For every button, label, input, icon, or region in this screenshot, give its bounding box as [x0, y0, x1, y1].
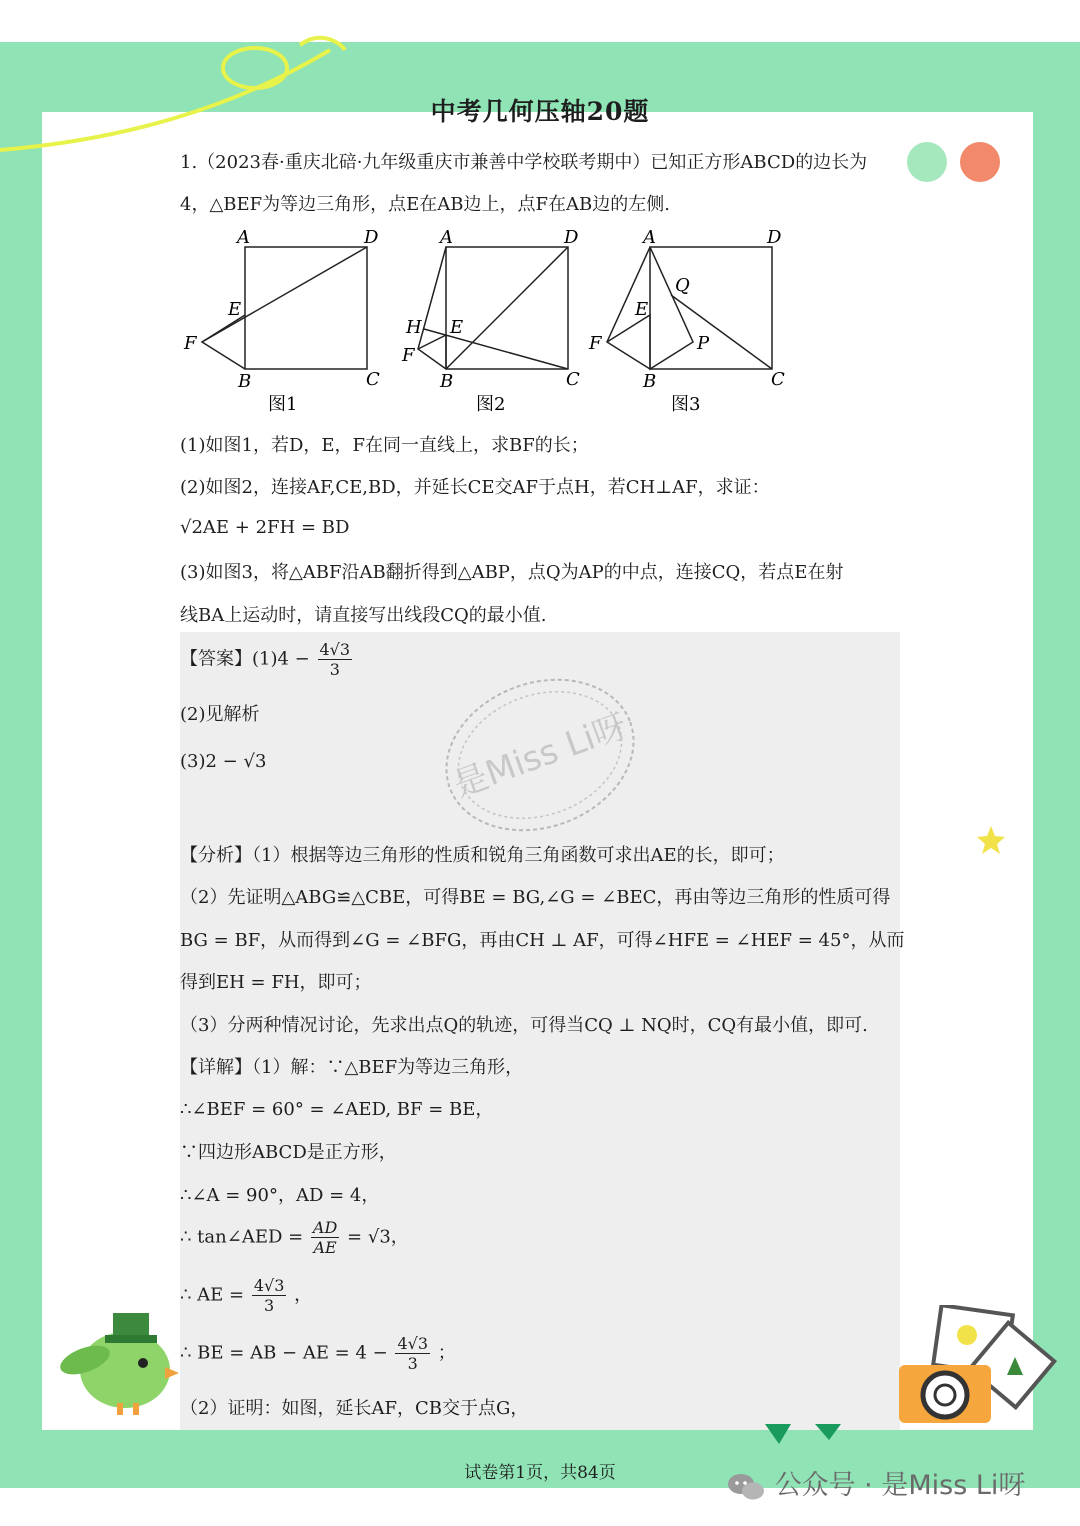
fig3-label-P: P [697, 333, 710, 354]
figure-3 [585, 225, 800, 420]
fig3-label-F: F [589, 333, 602, 354]
analysis-4: 得到EH = FH，即可； [180, 972, 372, 993]
decor-dot-green [907, 142, 947, 182]
page-title: 中考几何压轴20题 [430, 97, 650, 126]
analysis-1: 【分析】（1）根据等边三角形的性质和锐角三角函数可求出AE的长，即可； [180, 845, 785, 866]
fig1-label-F: F [184, 333, 197, 354]
detail-1: 【详解】（1）解：∵△BEF为等边三角形， [180, 1057, 524, 1078]
answer-1-fraction: $\frac{4√3}{3}$ [319, 640, 351, 679]
fig2-label-D: D [564, 227, 579, 248]
question-1: (1)如图1，若D，E，F在同一直线上，求BF的长； [180, 435, 589, 456]
watermark-stamp [440, 675, 640, 835]
answer-3: (3)2 − √3 [180, 751, 267, 772]
brand-text: 公众号 · 是Miss Li呀 [774, 1470, 1026, 1501]
fig3-label-E: E [635, 299, 649, 320]
fig2-label-B: B [440, 371, 454, 392]
fig2-label-A: A [440, 227, 453, 248]
fig2-label-F: F [402, 345, 415, 366]
decor-dot-orange [960, 142, 1000, 182]
fig1-caption: 图1 [268, 394, 298, 415]
detail-2: ∴∠BEF = 60° = ∠AED, BF = BE， [180, 1099, 494, 1120]
answer-label: 【答案】(1)4 − [180, 648, 310, 670]
answer-2: (2)见解析 [180, 704, 260, 725]
fig1-label-B: B [238, 371, 252, 392]
question-3-line-2: 线BA上运动时，请直接写出线段CQ的最小值. [180, 605, 547, 626]
figure-2 [400, 225, 600, 420]
brand-line [726, 1463, 1025, 1502]
fig2-label-H: H [406, 317, 422, 338]
fig1-label-A: A [237, 227, 250, 248]
question-2: (2)如图2，连接AF,CE,BD，并延长CE交AF于点H，若CH⊥AF，求证： [180, 477, 770, 498]
detail-5-fraction: $\frac{AD}{AE}$ [312, 1218, 338, 1257]
fig3-label-C: C [771, 369, 785, 390]
page-number: 试卷第1页，共84页 [464, 1463, 616, 1483]
detail-7-fraction: $\frac{4√3}{3}$ [397, 1334, 429, 1373]
detail-3: ∵四边形ABCD是正方形， [180, 1142, 397, 1163]
bird-icon [55, 1305, 185, 1415]
fig3-label-A: A [643, 227, 656, 248]
detail-6-fraction: $\frac{4√3}{3}$ [253, 1276, 285, 1315]
fig3-label-D: D [767, 227, 782, 248]
detail-5: ∴ tan∠AED = $\frac{AD}{AE}$ = √3， [180, 1218, 409, 1257]
star-icon [976, 825, 1006, 855]
fig3-caption: 图3 [671, 394, 701, 415]
answer-1 [180, 640, 354, 679]
question-intro-2: 4，△BEF为等边三角形，点E在AB边上，点F在AB边的左侧. [180, 194, 670, 215]
fig3-label-B: B [643, 371, 657, 392]
camera-icon [897, 1305, 1057, 1430]
wechat-icon [726, 1472, 766, 1502]
stamp-text: 是Miss Li呀 [448, 706, 633, 806]
pennant-flags-icon [765, 1424, 845, 1448]
fig1-label-E: E [228, 299, 242, 320]
figure-1 [180, 225, 390, 420]
detail-8: （2）证明：如图，延长AF，CB交于点G， [180, 1398, 529, 1419]
fig1-label-D: D [364, 227, 379, 248]
analysis-5: （3）分两种情况讨论，先求出点Q的轨迹，可得当CQ ⊥ NQ时，CQ有最小值，即可. [180, 1015, 868, 1036]
fig2-label-C: C [566, 369, 580, 390]
fig2-caption: 图2 [476, 394, 506, 415]
detail-4: ∴∠A = 90°，AD = 4， [180, 1185, 380, 1206]
question-3-line-1: (3)如图3，将△ABF沿AB翻折得到△ABP，点Q为AP的中点，连接CQ，若点E在射 [180, 562, 844, 583]
analysis-3: BG = BF，从而得到∠G = ∠BFG，再由CH ⊥ AF，可得∠HFE = ∠HEF = 45°，从而 [180, 930, 905, 951]
question-intro-1: 1.（2023春·重庆北碚·九年级重庆市兼善中学校联考期中）已知正方形ABCD的边长为 [180, 152, 868, 173]
fig1-label-C: C [366, 369, 380, 390]
fig3-label-Q: Q [675, 275, 690, 296]
analysis-2: （2）先证明△ABG≌△CBE，可得BE = BG,∠G = ∠BEC，再由等边三角形的性质可得 [180, 887, 891, 908]
decorative-curve [0, 0, 360, 170]
detail-6: ∴ AE = $\frac{4√3}{3}$ ， [180, 1276, 313, 1315]
question-2-formula: √2AE + 2FH = BD [180, 517, 350, 538]
fig2-label-E: E [450, 317, 464, 338]
detail-7: ∴ BE = AB − AE = 4 − $\frac{4√3}{3}$ ； [180, 1334, 456, 1373]
